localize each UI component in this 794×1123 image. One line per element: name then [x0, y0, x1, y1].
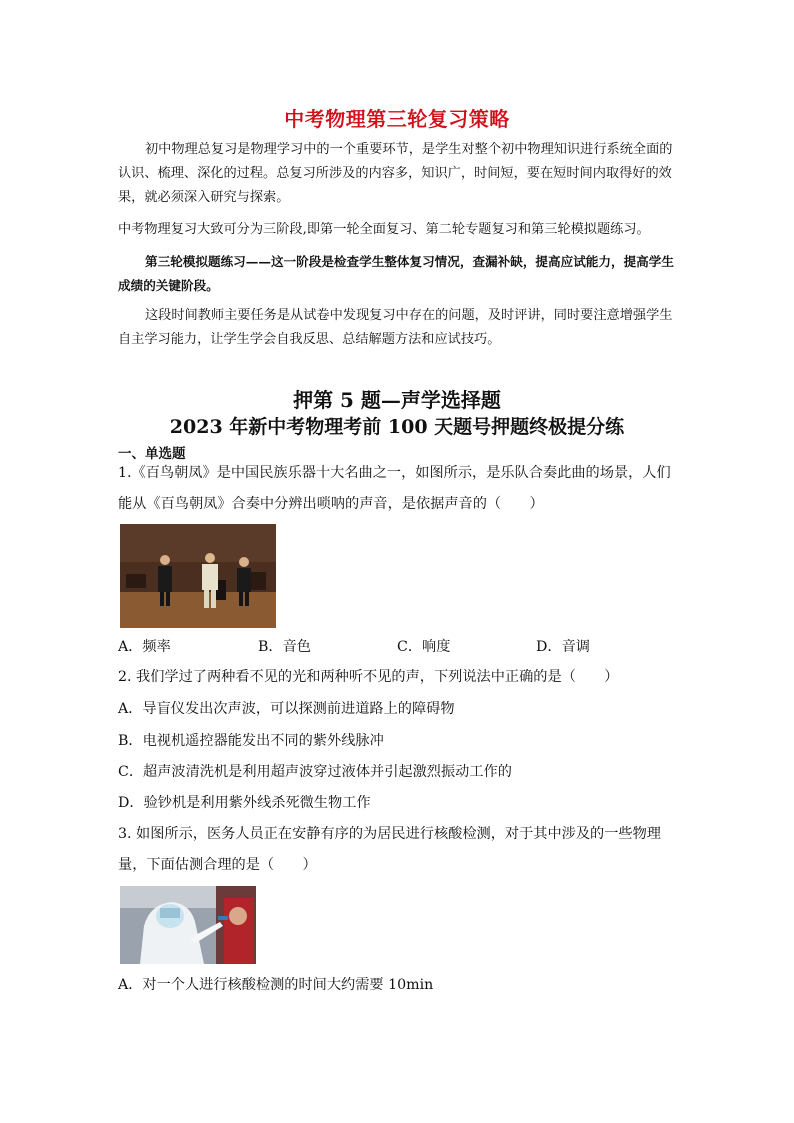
- question-2-option-c[interactable]: C．超声波清洗机是利用超声波穿过液体并引起激烈振动工作的: [118, 764, 512, 780]
- question-2-option-b[interactable]: B．电视机遥控器能发出不同的紫外线脉冲: [118, 733, 384, 749]
- question-1-option-b[interactable]: B．音色: [258, 639, 311, 655]
- strategy-paragraph-1: 初中物理总复习是物理学习中的一个重要环节，是学生对整个初中物理知识进行系统全面的认识、梳理、深化的过程。总复习所涉及的内容多，知识广，时间短，要在短时间内取得好的效果，就必须深入研究与探索。: [118, 142, 673, 205]
- question-2-option-a[interactable]: A．导盲仪发出次声波，可以探测前进道路上的障碍物: [118, 701, 455, 717]
- exam-subheading: 2023 年新中考物理考前 100 天题号押题终极提分练: [169, 416, 625, 438]
- section-title: 一、单选题: [118, 446, 186, 462]
- question-3-option-a[interactable]: A．对一个人进行核酸检测的时间大约需要 10min: [118, 977, 434, 993]
- question-1-option-a[interactable]: A．频率: [118, 639, 171, 655]
- question-2-option-d[interactable]: D．验钞机是利用紫外线杀死微生物工作: [118, 795, 371, 811]
- question-1-options: [118, 632, 684, 663]
- question-1-option-c[interactable]: C．响度: [397, 639, 451, 655]
- exam-heading: 押第 5 题—声学选择题: [293, 388, 501, 412]
- strategy-paragraph-2: 中考物理复习大致可分为三阶段,即第一轮全面复习、第二轮专题复习和第三轮模拟题练习。: [118, 222, 650, 237]
- question-2-stem: 2. 我们学过了两种看不见的光和两种听不见的声，下列说法中正确的是（ ）: [118, 669, 619, 685]
- strategy-paragraph-3: 第三轮模拟题练习——这一阶段是检查学生整体复习情况，查漏补缺，提高应试能力，提高学生成绩的关键阶段。: [118, 254, 674, 293]
- strategy-paragraph-4: 这段时间教师主要任务是从试卷中发现复习中存在的问题，及时评讲，同时要注意增强学生自主学习能力，让学生学会自我反思、总结解题方法和应试技巧。: [118, 308, 673, 347]
- question-1-option-d[interactable]: D．音调: [536, 639, 590, 655]
- orchestra-photo: [120, 524, 276, 628]
- question-1-stem: 1.《百鸟朝凤》是中国民族乐器十大名曲之一，如图所示，是乐队合奏此曲的场景，人们能从《百鸟朝凤》合奏中分辨出唢呐的声音，是依据声音的（ ）: [118, 465, 671, 512]
- strategy-title: 中考物理第三轮复习策略: [284, 107, 510, 131]
- nucleic-acid-test-photo: [120, 886, 256, 964]
- question-3-stem: 3. 如图所示，医务人员正在安静有序的为居民进行核酸检测，对于其中涉及的一些物理量，下面估测合理的是（ ）: [118, 826, 661, 873]
